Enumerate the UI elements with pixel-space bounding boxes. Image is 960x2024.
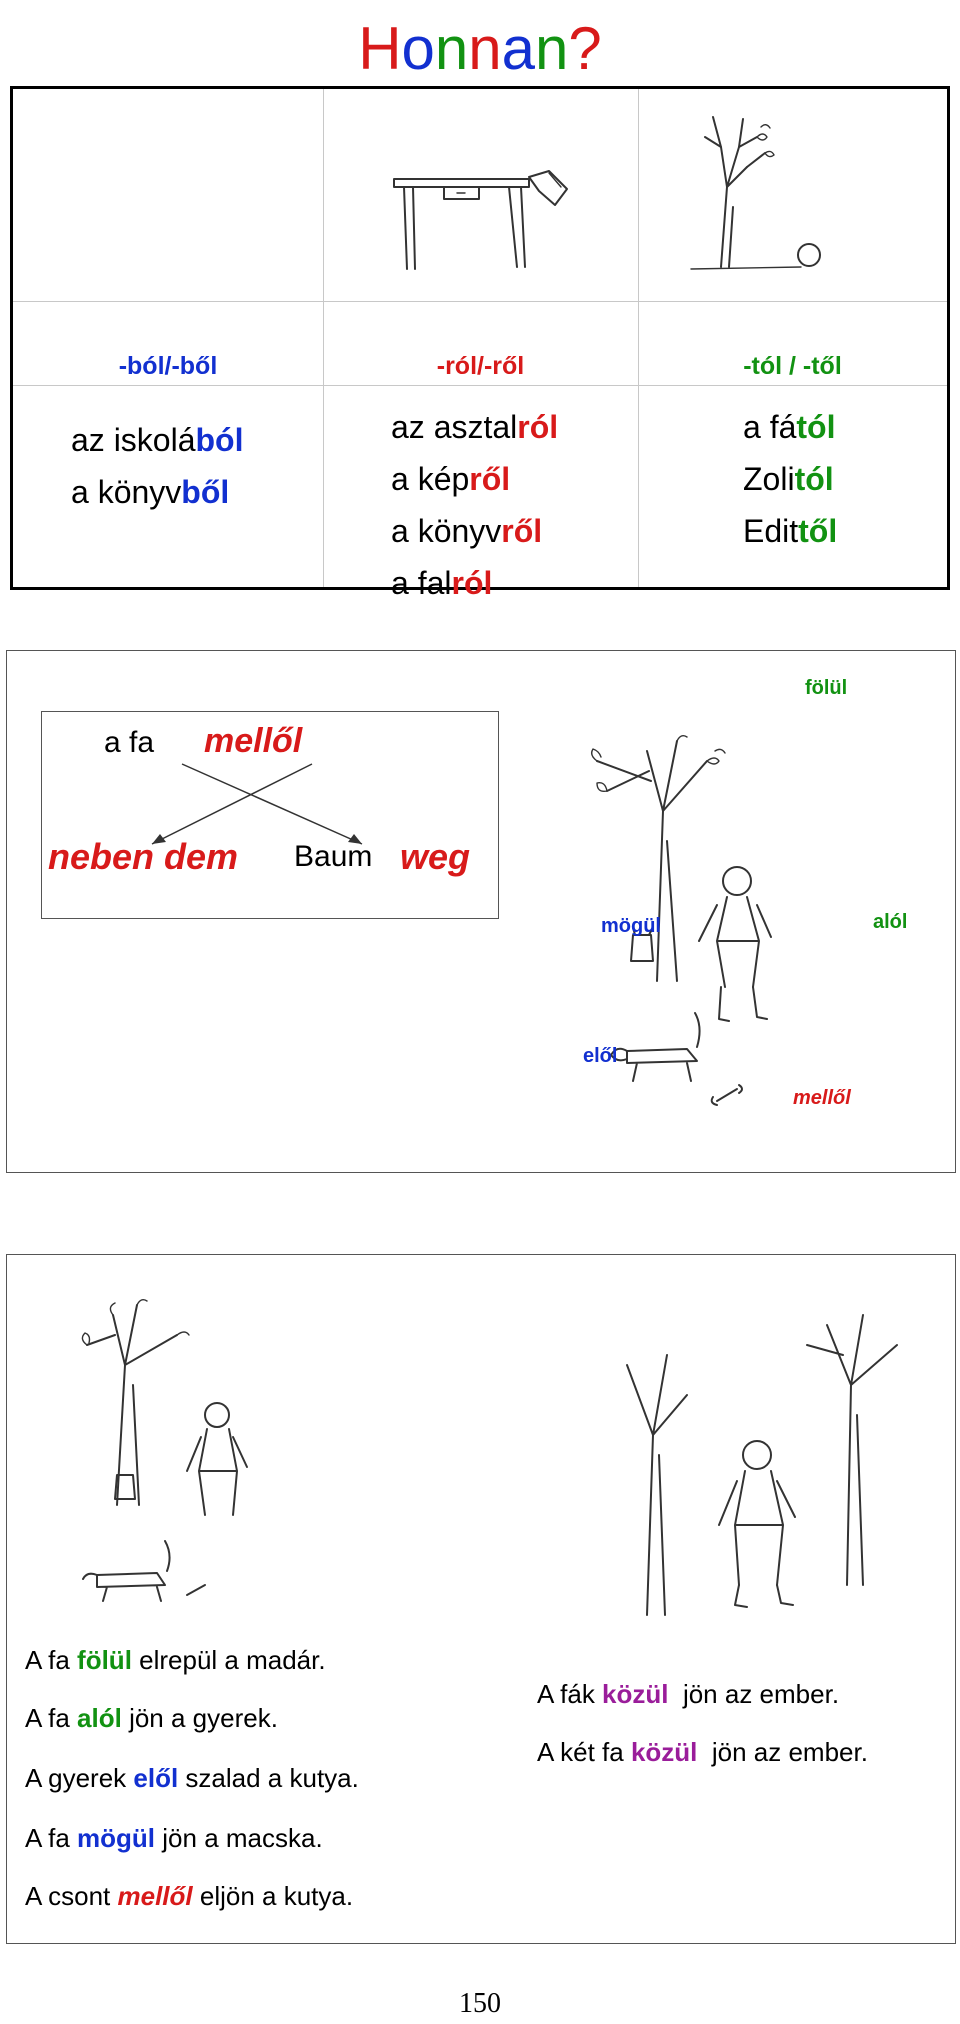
example-row: a könyvből — [71, 474, 230, 510]
header-bol-bol: -ból/-ből — [118, 351, 218, 380]
header-tol-tol: -tól / -től — [743, 351, 842, 380]
col1-examples — [71, 414, 243, 518]
translation-neben-dem: neben dem — [48, 836, 239, 877]
sentence-row: A fák közül jön az ember. — [537, 1679, 840, 1709]
example-row: az iskolából — [71, 422, 244, 458]
page-number: 150 — [459, 1988, 501, 2019]
table-illustration — [389, 149, 589, 289]
title-letter: o — [401, 15, 435, 82]
translation-weg: weg — [400, 836, 471, 877]
label-mellol: mellől — [793, 1087, 851, 1109]
col2-examples — [391, 401, 558, 609]
label-mogul: mögül — [601, 915, 661, 937]
suffix-table — [10, 86, 950, 601]
translation-box — [41, 711, 499, 919]
example-row: Zolitól — [743, 461, 834, 497]
sentences-panel — [6, 1254, 956, 1944]
example-row: a fától — [743, 409, 836, 445]
page-title — [0, 14, 960, 84]
title-letter: n — [535, 15, 569, 82]
title-letter: n — [468, 15, 502, 82]
example-row: a képről — [391, 461, 511, 497]
label-elol: elől — [583, 1045, 618, 1067]
sentence-row: A fa mögül jön a macska. — [25, 1823, 323, 1853]
translation-baum: Baum — [294, 840, 373, 873]
phrase-a-fa: a fa — [104, 726, 155, 759]
sentence-row: A csont mellől eljön a kutya. — [25, 1881, 354, 1911]
sentence-row: A fa fölül elrepül a madár. — [25, 1645, 326, 1675]
label-folul: fölül — [805, 677, 848, 699]
title-letter: H — [358, 15, 402, 82]
tree-scene-illustration — [567, 691, 867, 1091]
example-row: az asztalról — [391, 409, 559, 445]
left-scene-illustration — [77, 1275, 277, 1605]
header-rol-rol: -ról/-ről — [436, 351, 525, 380]
example-row: a falról — [391, 565, 493, 601]
sentence-row: A két fa közül jön az ember. — [537, 1737, 868, 1767]
example-row: a könyvről — [391, 513, 543, 549]
right-scene-illustration — [607, 1285, 927, 1625]
phrase-mellol: mellől — [204, 722, 303, 760]
col3-examples — [743, 401, 837, 557]
title-letter: n — [434, 15, 469, 82]
cross-arrows — [42, 712, 500, 920]
label-alol: alól — [873, 911, 908, 933]
sentence-row: A fa alól jön a gyerek. — [25, 1703, 278, 1733]
title-letter: a — [501, 15, 536, 82]
sentence-row: A gyerek elől szalad a kutya. — [25, 1763, 359, 1793]
example-row: Edittől — [743, 513, 838, 549]
title-letter: ? — [568, 15, 602, 82]
mellol-panel — [6, 650, 956, 1173]
tree-ball-illustration — [681, 107, 841, 277]
